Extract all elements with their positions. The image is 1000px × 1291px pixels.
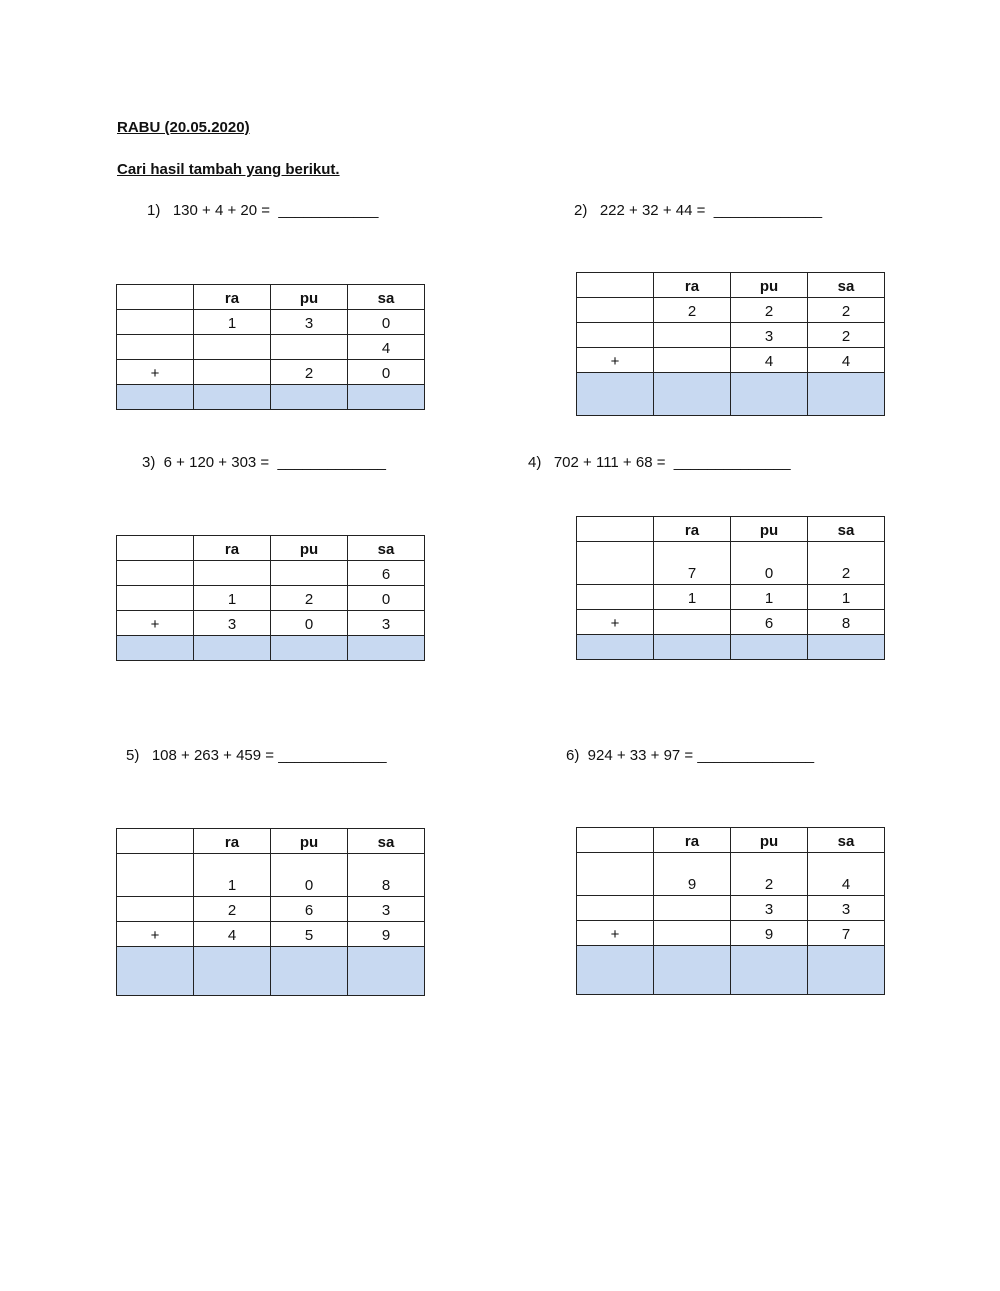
question-6-label: 6) 924 + 33 + 97 = ______________ [566, 747, 815, 764]
digit-cell: 9 [348, 922, 425, 947]
digit-cell [194, 561, 271, 586]
answer-cell-sa[interactable] [348, 947, 425, 996]
question-2-label: 2) 222 + 32 + 44 = _____________ [574, 202, 823, 219]
answer-cell-pu[interactable] [731, 373, 808, 416]
digit-cell: 4 [808, 853, 885, 896]
answer-cell-pu[interactable] [271, 947, 348, 996]
digit-cell: 0 [348, 360, 425, 385]
blank-cell [117, 829, 194, 854]
col-header-sa: sa [348, 829, 425, 854]
digit-cell: 4 [348, 335, 425, 360]
digit-cell: 0 [271, 611, 348, 636]
digit-cell: 2 [271, 360, 348, 385]
answer-blank-cell [577, 946, 654, 995]
question-6-table [576, 827, 885, 995]
answer-blank-cell [117, 385, 194, 410]
digit-cell [654, 896, 731, 921]
digit-cell: 0 [348, 586, 425, 611]
digit-cell: 3 [348, 897, 425, 922]
question-4-label: 4) 702 + 111 + 68 = ______________ [528, 454, 791, 471]
plus-sign: + [577, 610, 654, 635]
sign-cell [577, 853, 654, 896]
digit-cell: 6 [271, 897, 348, 922]
answer-cell-pu[interactable] [271, 636, 348, 661]
digit-cell: 2 [808, 323, 885, 348]
digit-cell: 5 [271, 922, 348, 947]
digit-cell: 3 [194, 611, 271, 636]
digit-cell: 7 [654, 542, 731, 585]
question-3-table [116, 535, 425, 661]
digit-cell: 2 [271, 586, 348, 611]
sign-cell [577, 323, 654, 348]
digit-cell: 9 [654, 853, 731, 896]
digit-cell: 2 [731, 853, 808, 896]
col-header-pu: pu [271, 829, 348, 854]
digit-cell: 6 [731, 610, 808, 635]
sign-cell [117, 310, 194, 335]
col-header-ra: ra [194, 285, 271, 310]
question-5-label: 5) 108 + 263 + 459 = _____________ [126, 747, 387, 764]
digit-cell [194, 335, 271, 360]
col-header-pu: pu [731, 517, 808, 542]
digit-cell: 7 [808, 921, 885, 946]
digit-cell: 1 [731, 585, 808, 610]
plus-sign: + [117, 611, 194, 636]
answer-cell-ra[interactable] [654, 373, 731, 416]
digit-cell [654, 348, 731, 373]
digit-cell [654, 610, 731, 635]
digit-cell: 4 [194, 922, 271, 947]
digit-cell [271, 335, 348, 360]
digit-cell: 2 [808, 298, 885, 323]
col-header-ra: ra [194, 829, 271, 854]
question-3-label: 3) 6 + 120 + 303 = _____________ [142, 454, 386, 471]
col-header-pu: pu [271, 536, 348, 561]
col-header-ra: ra [654, 273, 731, 298]
digit-cell: 1 [194, 310, 271, 335]
digit-cell: 2 [731, 298, 808, 323]
question-5-table [116, 828, 425, 996]
digit-cell: 3 [731, 323, 808, 348]
instruction: Cari hasil tambah yang berikut. [117, 161, 340, 178]
answer-blank-cell [117, 636, 194, 661]
page-heading: RABU (20.05.2020) [117, 119, 250, 136]
answer-cell-sa[interactable] [808, 946, 885, 995]
plus-sign: + [117, 360, 194, 385]
answer-cell-ra[interactable] [194, 636, 271, 661]
col-header-sa: sa [808, 517, 885, 542]
blank-cell [117, 285, 194, 310]
sign-cell [117, 897, 194, 922]
answer-blank-cell [577, 373, 654, 416]
answer-cell-ra[interactable] [194, 385, 271, 410]
digit-cell: 4 [731, 348, 808, 373]
digit-cell: 3 [271, 310, 348, 335]
sign-cell [577, 896, 654, 921]
col-header-pu: pu [271, 285, 348, 310]
blank-cell [577, 273, 654, 298]
digit-cell: 1 [194, 586, 271, 611]
answer-cell-sa[interactable] [808, 635, 885, 660]
answer-cell-pu[interactable] [731, 635, 808, 660]
answer-cell-pu[interactable] [731, 946, 808, 995]
plus-sign: + [577, 348, 654, 373]
col-header-sa: sa [808, 273, 885, 298]
digit-cell: 1 [654, 585, 731, 610]
sign-cell [117, 335, 194, 360]
sign-cell [577, 542, 654, 585]
blank-cell [117, 536, 194, 561]
digit-cell: 3 [808, 896, 885, 921]
digit-cell [654, 921, 731, 946]
digit-cell: 0 [348, 310, 425, 335]
question-1-table [116, 284, 425, 410]
digit-cell: 2 [808, 542, 885, 585]
question-2-table [576, 272, 885, 416]
answer-blank-cell [117, 947, 194, 996]
col-header-ra: ra [654, 517, 731, 542]
digit-cell: 1 [808, 585, 885, 610]
digit-cell: 8 [348, 854, 425, 897]
digit-cell: 8 [808, 610, 885, 635]
question-4-table [576, 516, 885, 660]
col-header-sa: sa [348, 536, 425, 561]
digit-cell: 6 [348, 561, 425, 586]
col-header-sa: sa [348, 285, 425, 310]
sign-cell [117, 854, 194, 897]
sign-cell [577, 298, 654, 323]
digit-cell: 9 [731, 921, 808, 946]
digit-cell: 2 [654, 298, 731, 323]
digit-cell: 4 [808, 348, 885, 373]
answer-cell-ra[interactable] [654, 946, 731, 995]
digit-cell: 0 [731, 542, 808, 585]
col-header-ra: ra [654, 828, 731, 853]
answer-cell-sa[interactable] [348, 385, 425, 410]
digit-cell [194, 360, 271, 385]
plus-sign: + [577, 921, 654, 946]
sign-cell [117, 561, 194, 586]
answer-cell-pu[interactable] [271, 385, 348, 410]
digit-cell: 0 [271, 854, 348, 897]
blank-cell [577, 828, 654, 853]
answer-blank-cell [577, 635, 654, 660]
question-1-label: 1) 130 + 4 + 20 = ____________ [147, 202, 379, 219]
digit-cell: 1 [194, 854, 271, 897]
sign-cell [117, 586, 194, 611]
digit-cell: 3 [348, 611, 425, 636]
plus-sign: + [117, 922, 194, 947]
col-header-ra: ra [194, 536, 271, 561]
digit-cell: 2 [194, 897, 271, 922]
answer-cell-sa[interactable] [348, 636, 425, 661]
col-header-pu: pu [731, 828, 808, 853]
col-header-pu: pu [731, 273, 808, 298]
col-header-sa: sa [808, 828, 885, 853]
answer-cell-ra[interactable] [194, 947, 271, 996]
digit-cell [271, 561, 348, 586]
digit-cell: 3 [731, 896, 808, 921]
sign-cell [577, 585, 654, 610]
answer-cell-ra[interactable] [654, 635, 731, 660]
blank-cell [577, 517, 654, 542]
answer-cell-sa[interactable] [808, 373, 885, 416]
digit-cell [654, 323, 731, 348]
